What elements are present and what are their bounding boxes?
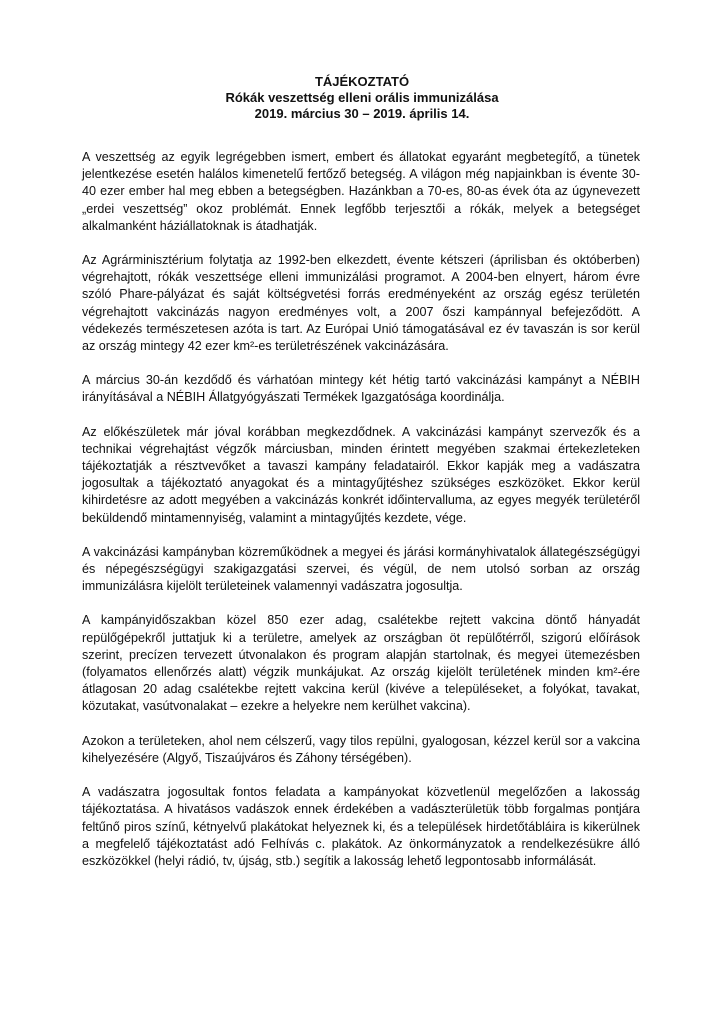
paragraph-4: Az előkészületek már jóval korábban megkezdődnek. A vakcinázási kampányt szervezők és a technikai végrehajtást végzők márciusban, minden érintett megyében szakmai értekezleteken tájékoztatják a résztvevőket a tavaszi kampány feladatairól. Ekkor kapják meg a vadászatra jogosultak a tájékoztató anyagokat és a mintagyűjtéshez szükséges eszközöket. Ekkor kerül kihirdetésre az adott megyében a vakcinázás konkrét időintervalluma, az egyes megyék területéről beküldendő mintamennyiség, valamint a mintagyűjtés kezdete, vége.	[82, 424, 640, 525]
paragraph-7: Azokon a területeken, ahol nem célszerű, vagy tilos repülni, gyalogosan, kézzel kerül sor a vakcina kihelyezésére (Algyő, Tiszaújváros és Záhony térségében).	[82, 733, 640, 765]
campaign-dates: 2019. március 30 – 2019. április 14.	[254, 106, 470, 121]
document-subtitle: Rókák veszettség elleni orális immunizálása	[225, 90, 499, 105]
document-body	[82, 149, 640, 887]
paragraph-1: A veszettség az egyik legrégebben ismert, embert és állatokat egyaránt megbetegítő, a tünetek jelentkezése esetén halálos kimenetelű fertőző betegség. A világon még napjainkban is évente 30-40 ezer ember hal meg ebben a betegségben. Hazánkban a 70-es, 80-as évek óta az úgynevezett „erdei veszettség” okoz problémát. Ennek legfőbb terjesztői a rókák, melyek a betegséget alkalmanként háziállatoknak is átadhatják.	[82, 150, 640, 233]
document-header	[0, 74, 724, 122]
paragraph-3: A március 30-án kezdődő és várhatóan mintegy két hétig tartó vakcinázási kampányt a NÉBIH irányításával a NÉBIH Állatgyógyászati Termékek Igazgatósága koordinálja.	[82, 373, 640, 405]
paragraph-6: A kampányidőszakban közel 850 ezer adag, csalétekbe rejtett vakcina döntő hányadát repülőgépekről juttatjuk ki a területre, amelyek az országban öt repülőtérről, szigorú előírások szerint, precízen tervezett útvonalakon és program alapján startolnak, és megyei ütemezésben (folyamatos ellenőrzés alatt) végzik munkájukat. Az ország kijelölt területének minden km²-ére átlagosan 20 adag csalétekbe rejtett vakcina kerül (kivéve a településeket, a folyókat, tavakat, közutakat, vasútvonalakat – ezekre a helyekre nem kerülhet vakcina).	[82, 613, 640, 714]
document-title: TÁJÉKOZTATÓ	[314, 74, 410, 89]
paragraph-2: Az Agrárminisztérium folytatja az 1992-ben elkezdett, évente kétszeri (áprilisban és októberben) végrehajtott, rókák veszettsége elleni immunizálási programot. A 2004-ben elnyert, három évre szóló Phare-pályázat és saját költségvetési forrás eredményeként az ország egész területén végrehajtott vakcinázás nagyon eredményes volt, a 2007 őszi kampánnyal befejeződött. A védekezés természetesen azóta is tart. Az Európai Unió támogatásával ez év tavaszán is sor kerül az ország mintegy 42 ezer km²-es területrészének vakcinázására.	[82, 253, 640, 354]
paragraph-8: A vadászatra jogosultak fontos feladata a kampányokat közvetlenül megelőzően a lakosság tájékoztatása. A hivatásos vadászok ennek érdekében a vadászterületük több forgalmas pontjára feltűnő piros színű, kétnyelvű plakátokat helyeznek ki, és a települések hirdetőtábláira is kikerülnek a megfelelő tájékoztatást adó Felhívás c. plakátok. Az önkormányzatok a rendelkezésükre álló eszközökkel (helyi rádió, tv, újság, stb.) segítik a lakosság lehető legpontosabb informálását.	[82, 785, 640, 868]
paragraph-5: A vakcinázási kampányban közreműködnek a megyei és járási kormányhivatalok állategészségügyi és népegészségügyi szakigazgatási szervei, és végül, de nem utolsó sorban az ország immunizálásra kijelölt területeinek valamennyi vadászatra jogosultja.	[82, 544, 640, 594]
